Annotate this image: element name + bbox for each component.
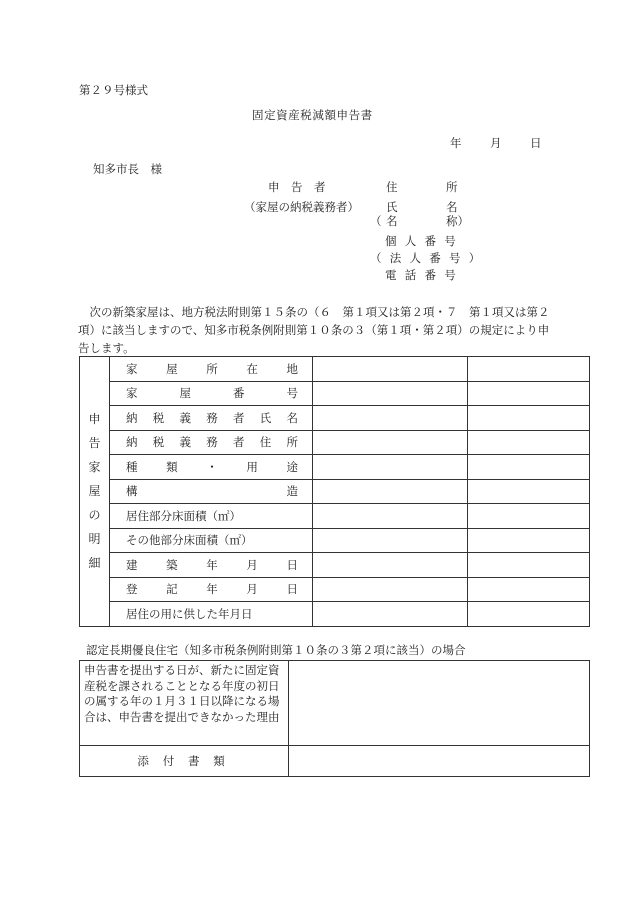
table-row <box>80 553 590 578</box>
phone-number-label: 電 話 番 号 <box>385 268 459 282</box>
row-label-location: 家 屋 所 在 地 <box>110 357 313 382</box>
house-detail-table <box>79 356 590 627</box>
corporate-number-label: （ 法 人 番 号 ） <box>370 251 483 265</box>
date-year: 年 <box>450 136 462 150</box>
value-cell[interactable] <box>313 381 468 406</box>
value-cell[interactable] <box>313 455 468 480</box>
value-cell[interactable] <box>313 528 468 553</box>
table-row <box>80 528 590 553</box>
value-cell[interactable] <box>468 430 590 455</box>
row-label-residential-area: 居住部分床面積（㎡） <box>110 504 313 529</box>
row-label-construction-date: 建 築 年 月 日 <box>110 553 313 578</box>
attachments-input[interactable] <box>289 746 590 777</box>
applicant-label: 申 告 者 <box>268 180 326 194</box>
row-label-house-number: 家 屋 番 号 <box>110 381 313 406</box>
row-label-structure: 構 造 <box>110 479 313 504</box>
value-cell[interactable] <box>313 357 468 382</box>
value-cell[interactable] <box>313 406 468 431</box>
certified-table <box>79 660 590 777</box>
certified-heading: 認定長期優良住宅（知多市税条例附則第１０条の３第２項に該当）の場合 <box>86 643 466 657</box>
value-cell[interactable] <box>468 577 590 602</box>
table-row <box>80 746 590 777</box>
table-row <box>80 406 590 431</box>
name-label-a: 氏 <box>386 200 398 214</box>
date-month: 月 <box>490 136 502 150</box>
value-cell[interactable] <box>313 577 468 602</box>
document-title: 固定資産税減額申告書 <box>252 108 373 122</box>
corp-name-open: （ <box>370 214 382 228</box>
table-row <box>80 577 590 602</box>
name-label-b: 名 <box>446 200 458 214</box>
addressee: 知多市長 様 <box>93 162 162 176</box>
value-cell[interactable] <box>468 455 590 480</box>
table-row <box>80 430 590 455</box>
date-day: 日 <box>530 136 542 150</box>
value-cell[interactable] <box>468 528 590 553</box>
value-cell[interactable] <box>313 479 468 504</box>
value-cell[interactable] <box>468 357 590 382</box>
value-cell[interactable] <box>468 406 590 431</box>
row-label-type-use: 種 類 ・ 用 途 <box>110 455 313 480</box>
row-label-registration-date: 登 記 年 月 日 <box>110 577 313 602</box>
table-row <box>80 602 590 627</box>
value-cell[interactable] <box>468 479 590 504</box>
declaration-text: 次の新築家屋は、地方税法附則第１５条の（６ 第１項又は第２項・７ 第１項又は第２項）に該当しますので、知多市税条例附則第１０条の３（第１項・第２項）の規定により申告します。 <box>78 305 550 355</box>
row-label-residential-use-date: 居住の用に供した年月日 <box>110 602 313 627</box>
value-cell[interactable] <box>313 602 468 627</box>
table-row <box>80 455 590 480</box>
corp-name-label-a: 名 <box>386 214 398 228</box>
detail-side-label: 申 告 家 屋 の 明 細 <box>80 357 110 627</box>
table-row <box>80 661 590 746</box>
row-label-taxpayer-address: 納 税 義 務 者 住 所 <box>110 430 313 455</box>
address-label-a: 住 <box>386 180 398 194</box>
corp-name-label-b: 称） <box>446 214 469 228</box>
table-row <box>80 479 590 504</box>
applicant-sublabel: （家屋の納税義務者） <box>244 200 359 214</box>
table-row <box>80 381 590 406</box>
value-cell[interactable] <box>313 553 468 578</box>
value-cell[interactable] <box>313 504 468 529</box>
late-reason-label: 申告書を提出する日が、新たに固定資産税を課されることとなる年度の初日の属する年の１月３１日以降になる場合は、申告書を提出できなかった理由 <box>80 661 289 746</box>
row-label-taxpayer-name: 納 税 義 務 者 氏 名 <box>110 406 313 431</box>
attachments-label: 添付書類 <box>80 746 289 777</box>
address-label-b: 所 <box>446 180 458 194</box>
value-cell[interactable] <box>468 381 590 406</box>
table-row <box>80 504 590 529</box>
value-cell[interactable] <box>468 553 590 578</box>
row-label-other-area: その他部分床面積（㎡） <box>110 528 313 553</box>
table-row <box>80 357 590 382</box>
value-cell[interactable] <box>468 504 590 529</box>
individual-number-label: 個 人 番 号 <box>385 234 459 248</box>
late-reason-input[interactable] <box>289 661 590 746</box>
value-cell[interactable] <box>468 602 590 627</box>
form-number: 第２９号様式 <box>79 83 148 97</box>
value-cell[interactable] <box>313 430 468 455</box>
